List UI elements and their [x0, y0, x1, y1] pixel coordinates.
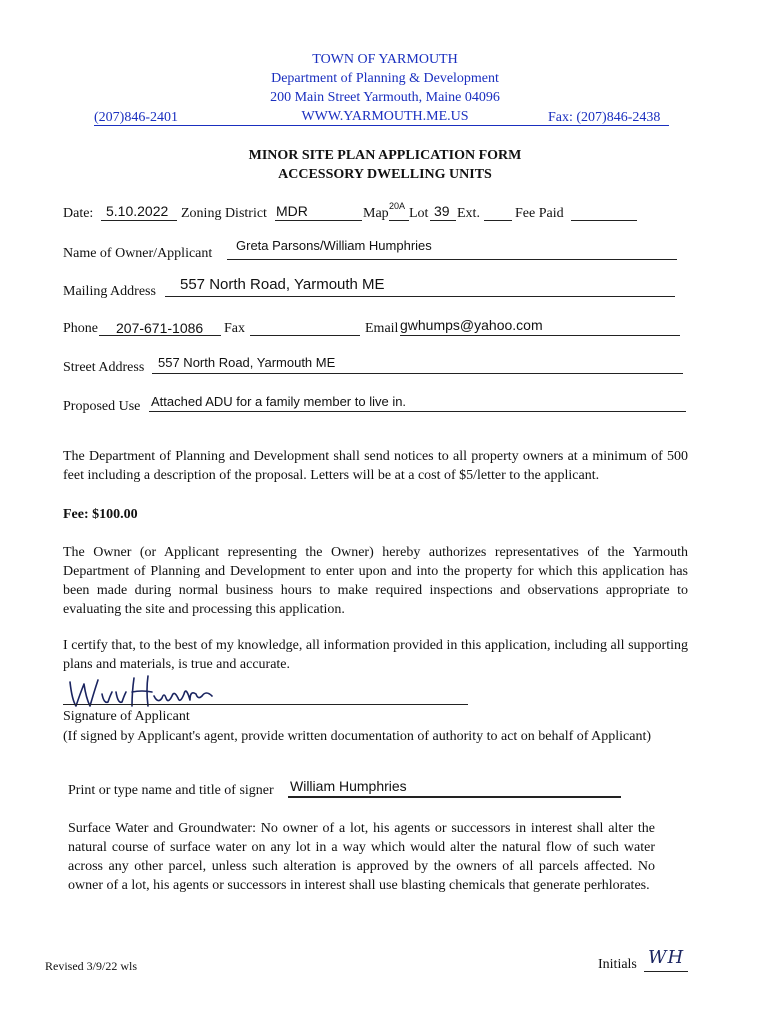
lot-field[interactable]: 39 — [434, 203, 450, 219]
department-address: 200 Main Street Yarmouth, Maine 04096 — [270, 90, 500, 105]
mailing-line — [165, 296, 675, 297]
lot-label: Lot — [409, 206, 429, 221]
map-label: Map — [363, 206, 389, 221]
fax-line[interactable] — [250, 335, 360, 336]
street-field[interactable]: 557 North Road, Yarmouth ME — [158, 355, 336, 370]
certify-paragraph: I certify that, to the best of my knowledge, all information provided in this application, including all supporting plans and materials, is true and accurate. — [63, 638, 688, 672]
initials-label: Initials — [598, 957, 637, 972]
date-line — [101, 220, 177, 221]
fee-paid-line[interactable] — [571, 220, 637, 221]
form-title: MINOR SITE PLAN APPLICATION FORM — [248, 148, 522, 163]
website-link[interactable]: WWW.YARMOUTH.ME.US — [301, 109, 469, 124]
fax-label: Fax — [224, 321, 245, 336]
phone-field[interactable]: 207-671-1086 — [116, 320, 204, 336]
revision-note: Revised 3/9/22 wls — [45, 959, 137, 973]
fee-paid-label: Fee Paid — [515, 206, 564, 221]
date-field[interactable]: 5.10.2022 — [106, 203, 169, 219]
mailing-label: Mailing Address — [63, 284, 156, 299]
use-line — [149, 411, 686, 412]
owner-field[interactable]: Greta Parsons/William Humphries — [236, 238, 432, 253]
fee-text: Fee: $100.00 — [63, 507, 138, 522]
initials-line — [644, 971, 688, 972]
owner-line — [227, 259, 677, 260]
print-name-field[interactable]: William Humphries — [290, 778, 407, 794]
authorization-paragraph: The Owner (or Applicant representing the Owner) hereby authorizes representatives of the Yarmouth Department of Planning and Development to enter upon and into the property for which this application has been made during normal business hours to make required inspections and observations appropriate to evaluating the site and processing this application. — [63, 545, 688, 617]
fax-number: Fax: (207)846-2438 — [548, 110, 661, 125]
lot-line — [430, 220, 456, 221]
print-name-line — [288, 796, 621, 798]
email-field[interactable]: gwhumps@yahoo.com — [400, 317, 543, 333]
form-subtitle: ACCESSORY DWELLING UNITS — [278, 167, 492, 182]
print-name-label: Print or type name and title of signer — [68, 783, 274, 798]
phone-number: (207)846-2401 — [94, 110, 178, 125]
street-line — [152, 373, 683, 374]
mailing-field[interactable]: 557 North Road, Yarmouth ME — [180, 276, 385, 293]
date-label: Date: — [63, 206, 94, 221]
signature-note: (If signed by Applicant's agent, provide written documentation of authority to act on behalf of Applicant) — [63, 729, 652, 744]
ext-label: Ext. — [457, 206, 480, 221]
use-field[interactable]: Attached ADU for a family member to live in. — [151, 394, 407, 409]
phone-label: Phone — [63, 321, 98, 336]
map-field[interactable]: 20A — [389, 201, 406, 211]
ext-line[interactable] — [484, 220, 512, 221]
email-line — [400, 335, 680, 336]
signature-line[interactable] — [63, 704, 468, 705]
zoning-line — [275, 220, 362, 221]
initials-field[interactable]: WH — [648, 947, 685, 968]
zoning-label: Zoning District — [181, 206, 267, 221]
department-name: Department of Planning & Development — [271, 71, 499, 86]
use-label: Proposed Use — [63, 399, 141, 414]
signature-label: Signature of Applicant — [63, 709, 190, 724]
zoning-field[interactable]: MDR — [276, 203, 308, 219]
map-line — [389, 220, 409, 221]
surface-water-paragraph: Surface Water and Groundwater: No owner of a lot, his agents or successors in interest shall alter the natural course of surface water on any lot in a way which would alter the natural flow of such water across any other parcel, unless such alteration is approved by the owners of all parcels affected. No owner of a lot, his agents or successors in interest shall use blasting chemicals that generate perhlorates. — [68, 821, 655, 893]
notice-paragraph: The Department of Planning and Development shall send notices to all property owners at a minimum of 500 feet including a description of the proposal. Letters will be at a cost of $5/letter to the applicant. — [63, 449, 688, 483]
town-name: TOWN OF YARMOUTH — [312, 52, 458, 67]
email-label: Email — [365, 321, 399, 336]
owner-label: Name of Owner/Applicant — [63, 246, 213, 261]
street-label: Street Address — [63, 360, 145, 375]
